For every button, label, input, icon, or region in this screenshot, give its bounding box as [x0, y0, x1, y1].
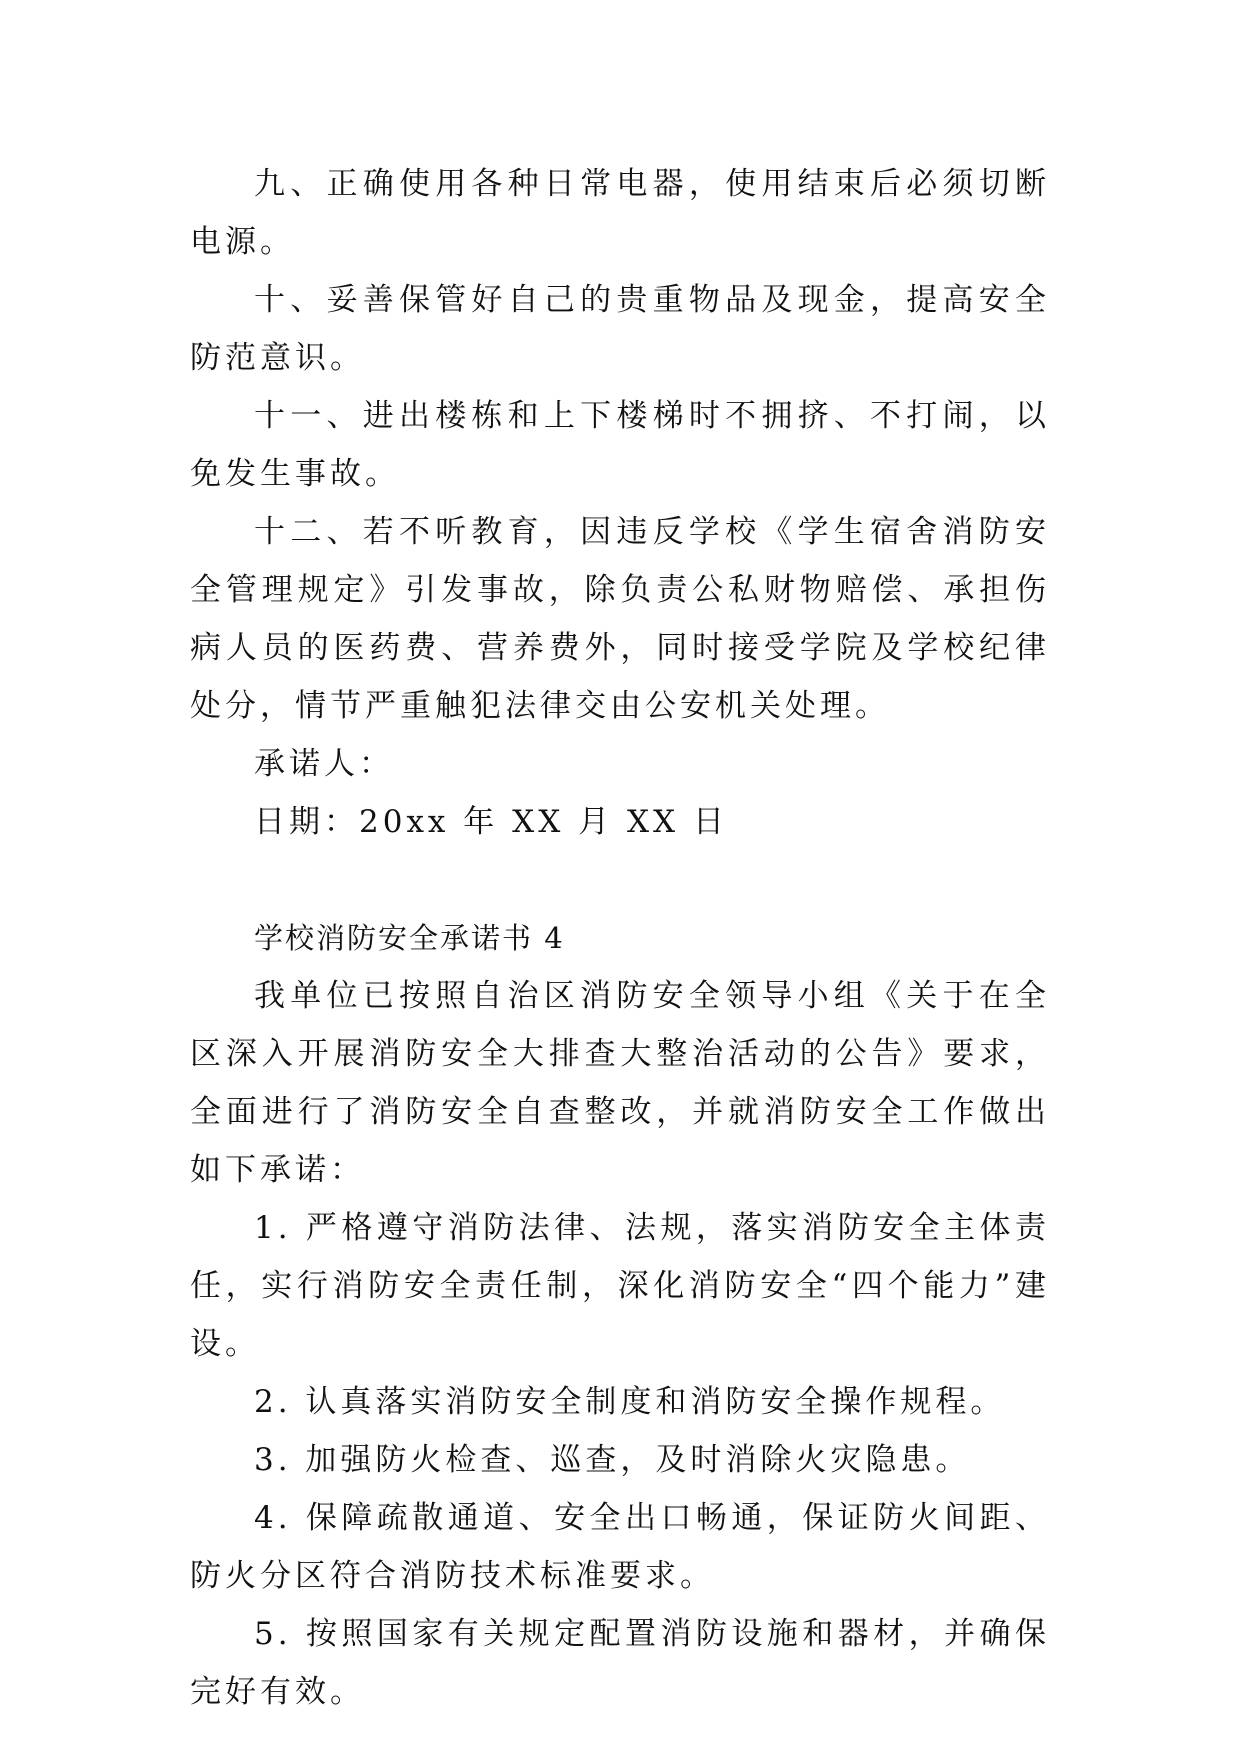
section-title: 学校消防安全承诺书 4	[254, 921, 565, 955]
commitment-item-2: 2. 认真落实消防安全制度和消防安全操作规程。	[254, 1384, 1006, 1420]
blank-line	[190, 851, 1050, 909]
date-line: 日期：20xx 年 XX 月 XX 日	[254, 804, 728, 840]
commitment-item-3: 3. 加强防火检查、巡查，及时消除火灾隐患。	[254, 1442, 971, 1478]
paragraph-item-eleven: 十一、进出楼栋和上下楼梯时不拥挤、不打闹，以免发生事故。	[190, 398, 1050, 492]
commitment-item-1: 1. 严格遵守消防法律、法规，落实消防安全主体责任，实行消防安全责任制，深化消防安全“四个能力”建设。	[190, 1210, 1050, 1362]
paragraph-item-twelve: 十二、若不听教育，因违反学校《学生宿舍消防安全管理规定》引发事故，除负责公私财物赔偿、承担伤病人员的医药费、营养费外，同时接受学院及学校纪律处分，情节严重触犯法律交由公安机关处理。	[190, 514, 1050, 724]
commitment-item-5: 5. 按照国家有关规定配置消防设施和器材，并确保完好有效。	[190, 1616, 1050, 1710]
commitment-item-4: 4. 保障疏散通道、安全出口畅通，保证防火间距、防火分区符合消防技术标准要求。	[190, 1500, 1050, 1594]
document-body	[190, 155, 1050, 1721]
promisor-label: 承诺人：	[254, 746, 394, 782]
intro-paragraph: 我单位已按照自治区消防安全领导小组《关于在全区深入开展消防安全大排查大整治活动的公告》要求，全面进行了消防安全自查整改，并就消防安全工作做出如下承诺：	[190, 978, 1050, 1188]
paragraph-item-ten: 十、妥善保管好自己的贵重物品及现金，提高安全防范意识。	[190, 282, 1050, 376]
paragraph-item-nine: 九、正确使用各种日常电器，使用结束后必须切断电源。	[190, 166, 1050, 260]
